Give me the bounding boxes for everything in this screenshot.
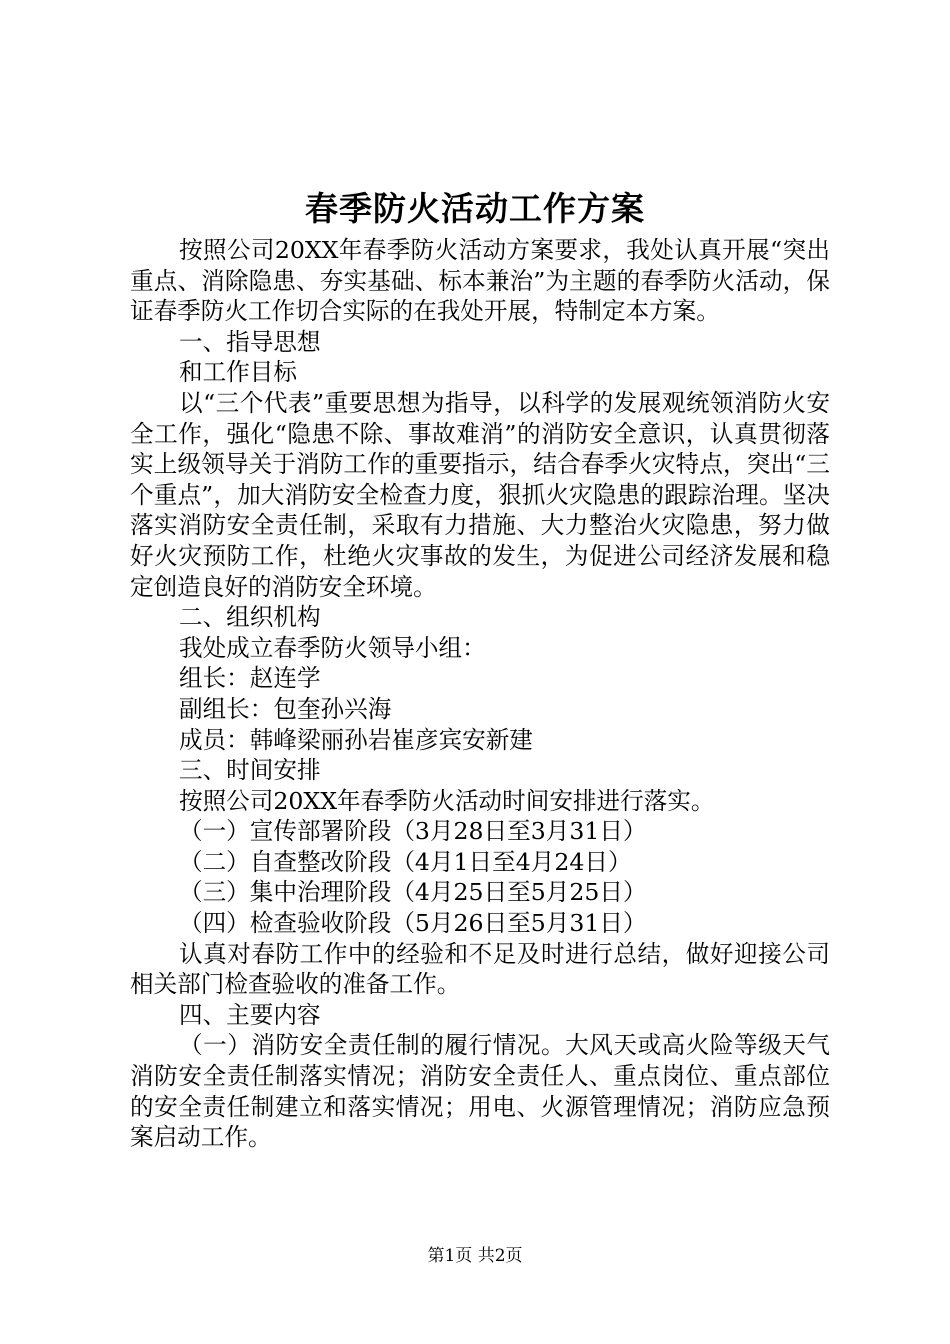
section-heading-main-content: 四、主要内容 [179,1000,321,1029]
guiding-thought-paragraph: 以“三个代表”重要思想为指导，以科学的发展观统领消防火安全工作，强化“隐患不除、事故难消”的消防安全意识，认真贯彻落实上级领导关于消防工作的重要指示，结合春季火灾特点，突出“三个重点”，加大消防安全检查力度，狠抓火灾隐患的跟踪治理。坚决落实消防安全责任制，采取有力措施、大力整治火灾隐患，努力做好火灾预防工作，杜绝火灾事故的发生，为促进公司经济发展和稳定创造良好的消防安全环境。 [130,388,830,601]
schedule-phase-2: （二）自查整改阶段（4月1日至4月24日） [179,847,632,876]
schedule-phase-3: （三）集中治理阶段（4月25日至5月25日） [179,878,647,907]
schedule-phase-1: （一）宣传部署阶段（3月28日至3月31日） [179,817,647,846]
schedule-intro-line: 按照公司20XX年春季防火活动时间安排进行落实。 [179,786,715,815]
section-heading-organization: 二、组织机构 [179,603,321,632]
summary-paragraph: 认真对春防工作中的经验和不足及时进行总结，做好迎接公司相关部门检查验收的准备工作。 [130,939,830,999]
document-title: 春季防火活动工作方案 [305,189,645,228]
section-heading-guiding-thought: 一、指导思想 [179,327,321,356]
organization-intro-line: 我处成立春季防火领导小组： [179,633,486,662]
section-heading-continuation: 和工作目标 [179,358,297,387]
schedule-phase-4: （四）检查验收阶段（5月26日至5月31日） [179,909,647,938]
page-footer: 第1页 共2页 [427,1246,523,1266]
deputy-leader-line: 副组长：包奎孙兴海 [179,694,392,723]
team-leader-line: 组长：赵连学 [179,664,321,693]
main-content-item-1: （一）消防安全责任制的履行情况。大风天或高火险等级天气消防安全责任制落实情况；消防安全责任人、重点岗位、重点部位的安全责任制建立和落实情况；用电、火源管理情况；消防应急预案启动工作。 [130,1031,830,1152]
intro-paragraph: 按照公司20XX年春季防火活动方案要求，我处认真开展“突出重点、消除隐患、夯实基础、标本兼治”为主题的春季防火活动，保证春季防火工作切合实际的在我处开展，特制定本方案。 [130,236,830,326]
document-body [130,235,830,1153]
section-heading-schedule: 三、时间安排 [179,756,321,785]
members-line: 成员：韩峰梁丽孙岩崔彦宾安新建 [179,725,533,754]
